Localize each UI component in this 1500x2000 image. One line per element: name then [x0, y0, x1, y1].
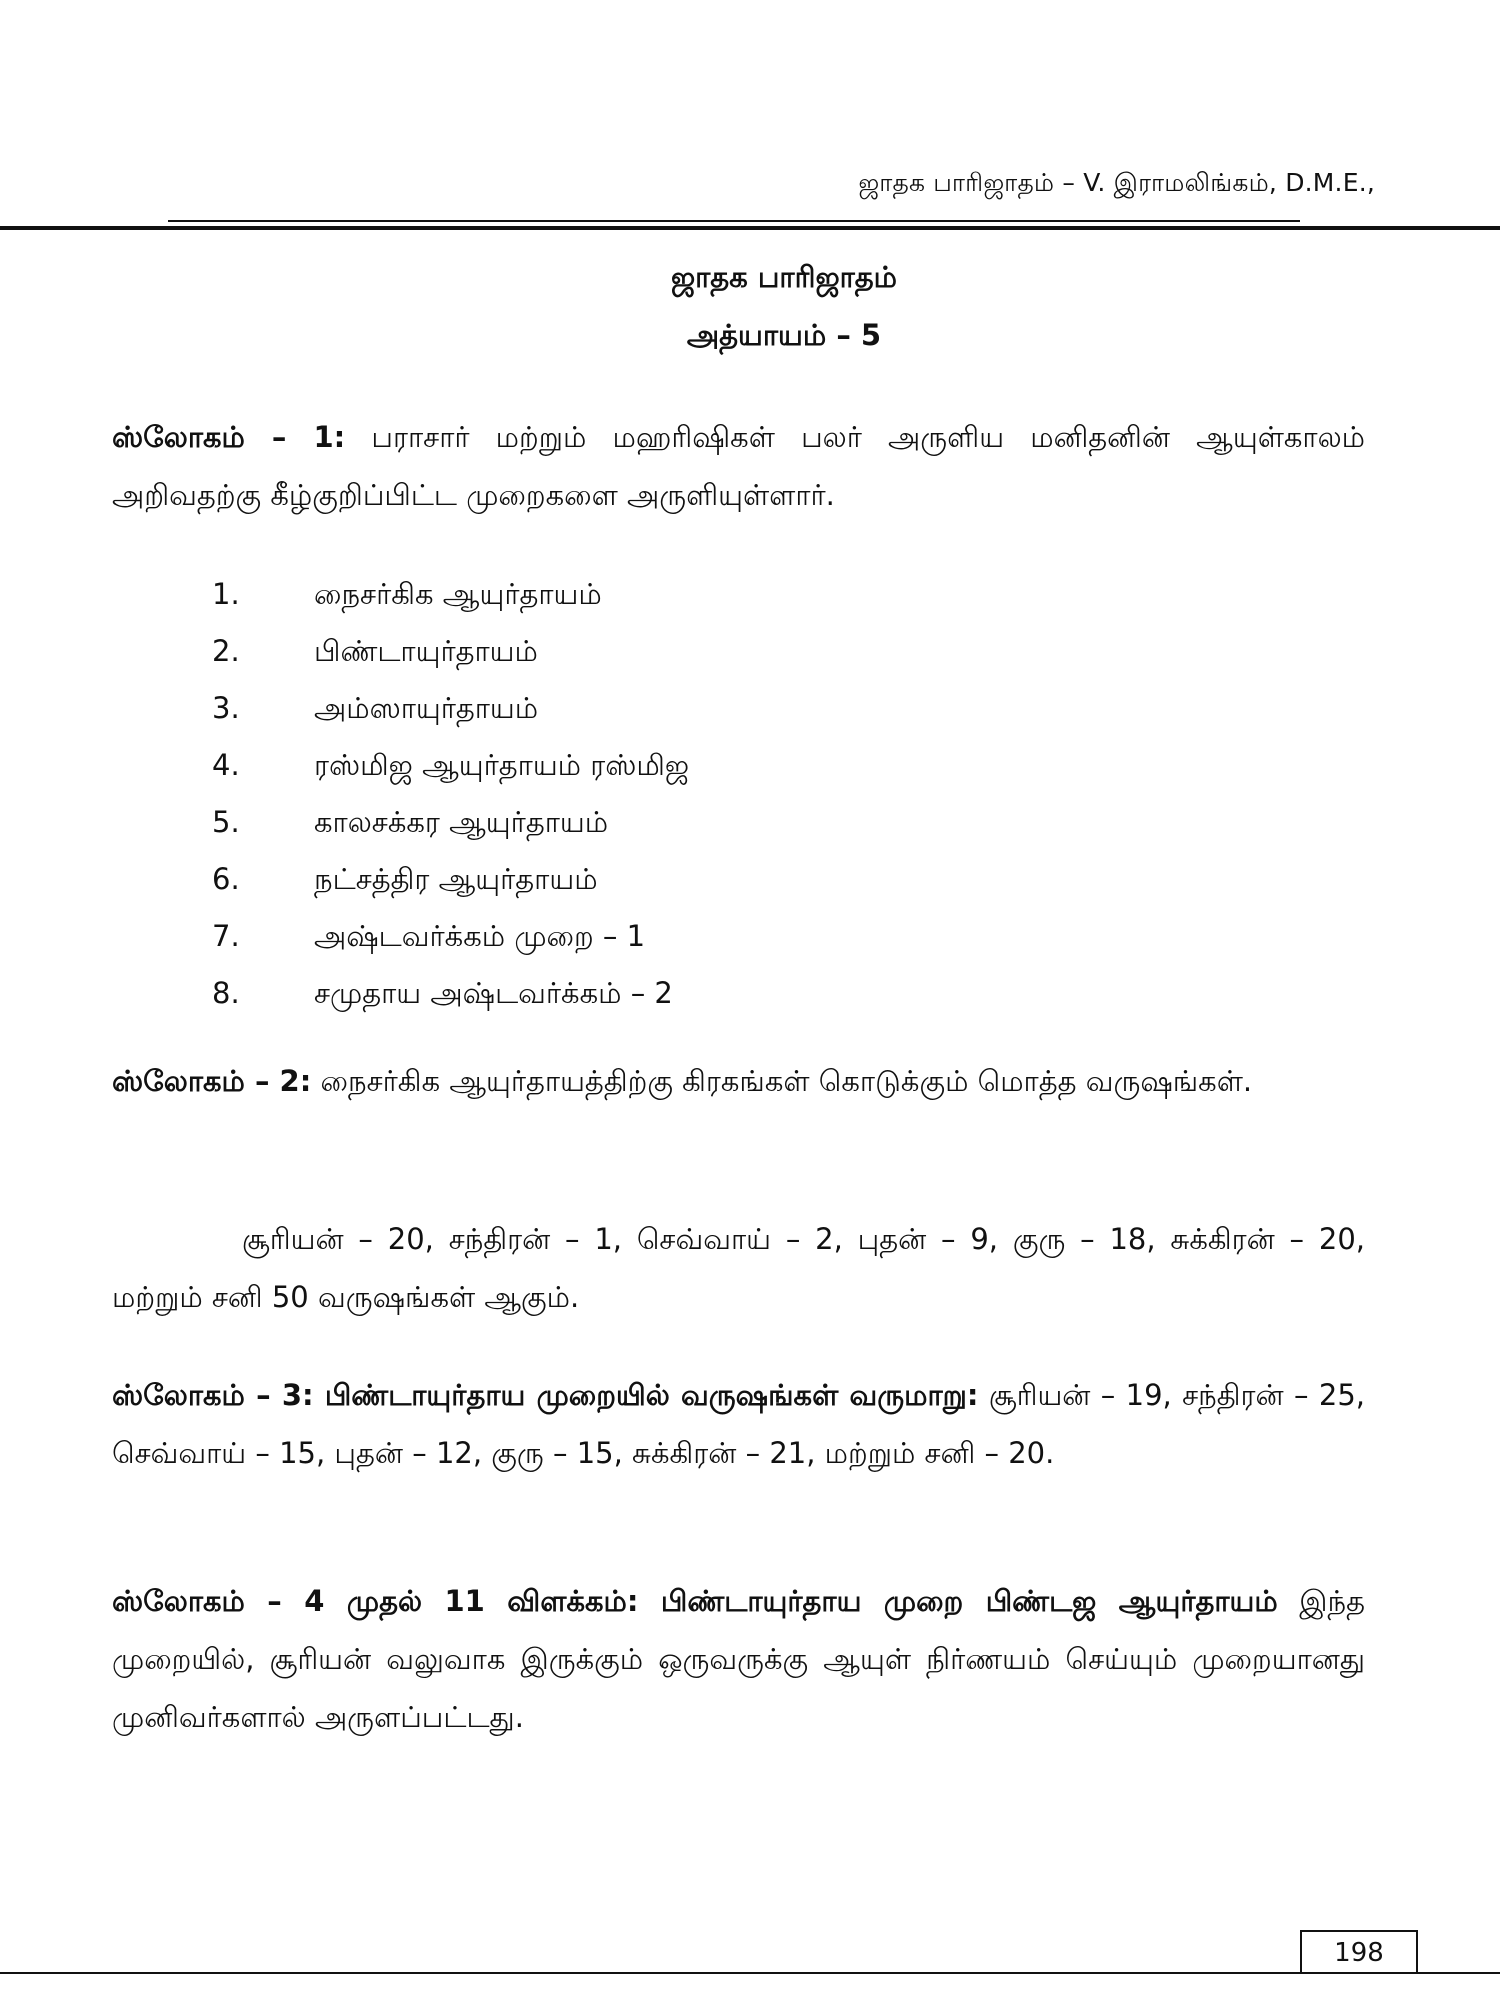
sloka-4-paragraph — [112, 1572, 1365, 1746]
list-item-label: ரஸ்மிஜ ஆயுர்தாயம் ரஸ்மிஜ — [314, 748, 690, 782]
list-item-number: 1. — [212, 577, 240, 611]
list-item-label: நட்சத்திர ஆயுர்தாயம் — [314, 862, 598, 896]
sloka-2-years-paragraph: சூரியன் – 20, சந்திரன் – 1, செவ்வாய் – 2, புதன் – 9, குரு – 18, சுக்கிரன் – 20, மற்றும் சனி 50 வருஷங்கள் ஆகும். — [112, 1222, 1365, 1314]
sloka-2-label: ஸ்லோகம் – 2: — [112, 1064, 312, 1098]
list-item-number: 4. — [212, 748, 240, 782]
book-title: ஜாதக பாரிஜாதம் — [670, 260, 898, 294]
running-header: ஜாதக பாரிஜாதம் – V. இராமலிங்கம், D.M.E., — [858, 168, 1375, 197]
sloka-1-paragraph — [112, 408, 1365, 524]
list-item-label: அஷ்டவர்க்கம் முறை – 1 — [314, 919, 646, 953]
sloka-2-paragraph — [112, 1052, 1365, 1110]
chapter-title: அத்யாயம் – 5 — [686, 318, 882, 352]
header-thin-rule — [168, 220, 1300, 222]
list-item-number: 5. — [212, 805, 240, 839]
footer-rule — [0, 1972, 1500, 1974]
list-item-number: 8. — [212, 976, 240, 1010]
list-item-number: 6. — [212, 862, 240, 896]
list-item-label: நைசர்கிக ஆயுர்தாயம் — [314, 577, 602, 611]
sloka-1-label: ஸ்லோகம் – 1: — [112, 420, 346, 454]
sloka-4-text: இந்த முறையில், சூரியன் வலுவாக இருக்கும் ஒருவருக்கு ஆயுள் நிர்ணயம் செய்யும் முறையானது முனிவர்களால் அருளப்பட்டது. — [112, 1584, 1365, 1734]
list-item-label: அம்ஸாயுர்தாயம் — [314, 691, 539, 725]
list-item — [212, 680, 689, 737]
list-item — [212, 737, 689, 794]
list-item — [212, 908, 689, 965]
list-item-label: பிண்டாயுர்தாயம் — [314, 634, 538, 668]
list-item-number: 7. — [212, 919, 240, 953]
list-item — [212, 566, 689, 623]
sloka-2-text: நைசர்கிக ஆயுர்தாயத்திற்கு கிரகங்கள் கொடுக்கும் மொத்த வருஷங்கள். — [311, 1064, 1253, 1098]
header-thick-rule — [0, 226, 1500, 230]
list-item-label: காலசக்கர ஆயுர்தாயம் — [314, 805, 609, 839]
list-item — [212, 623, 689, 680]
sloka-1-text: பராசார் மற்றும் மஹரிஷிகள் பலர் அருளிய மனிதனின் ஆயுள்காலம் அறிவதற்கு கீழ்குறிப்பிட்ட முறைகளை அருளியுள்ளார். — [112, 420, 1365, 512]
sloka-4-label: ஸ்லோகம் – 4 முதல் 11 விளக்கம்: பிண்டாயுர்தாய முறை பிண்டஜ ஆயுர்தாயம் — [112, 1584, 1278, 1618]
sloka-3-text: சூரியன் – 19, சந்திரன் – 25, செவ்வாய் – 15, புதன் – 12, குரு – 15, சுக்கிரன் – 21, மற்றும் சனி – 20. — [112, 1378, 1365, 1470]
ayurdaya-methods-list — [212, 566, 689, 1022]
list-item-number: 2. — [212, 634, 240, 668]
sloka-3-paragraph — [112, 1366, 1365, 1482]
list-item — [212, 794, 689, 851]
list-item-label: சமுதாய அஷ்டவர்க்கம் – 2 — [314, 976, 673, 1010]
list-item — [212, 965, 689, 1022]
sloka-3-label: ஸ்லோகம் – 3: பிண்டாயுர்தாய முறையில் வருஷங்கள் வருமாறு: — [112, 1378, 979, 1412]
page-number: 198 — [1300, 1930, 1418, 1972]
list-item — [212, 851, 689, 908]
list-item-number: 3. — [212, 691, 240, 725]
